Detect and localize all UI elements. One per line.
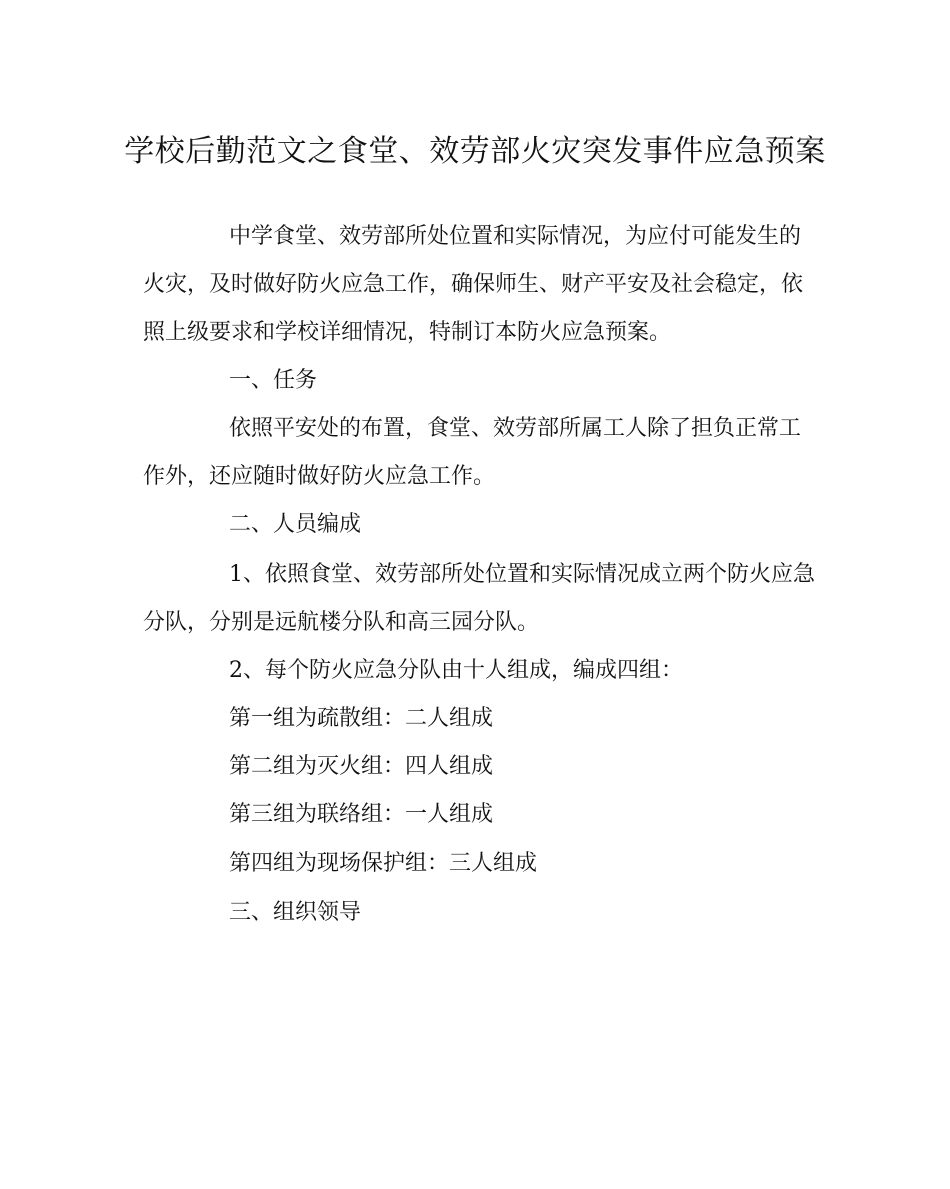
list-item: 第四组为现场保护组：三人组成 [229, 851, 538, 876]
list-item: 第三组为联络组：一人组成 [229, 802, 494, 827]
paragraph-line: 依照平安处的布置，食堂、效劳部所属工人除了担负正常工 [229, 416, 802, 441]
paragraph-line: 中学食堂、效劳部所处位置和实际情况，为应付可能发生的 [229, 224, 802, 249]
paragraph-line: 2、每个防火应急分队由十人组成，编成四组： [229, 658, 683, 683]
section-heading: 三、组织领导 [229, 900, 362, 925]
list-item: 第二组为灭火组：四人组成 [229, 754, 494, 779]
document-title: 学校后勤范文之食堂、效劳部火灾突发事件应急预案 [124, 134, 826, 169]
section-heading: 二、人员编成 [229, 512, 362, 537]
paragraph-line: 分队，分别是远航楼分队和高三园分队。 [143, 610, 540, 635]
paragraph-line: 1、依照食堂、效劳部所处位置和实际情况成立两个防火应急 [229, 562, 815, 587]
paragraph-line: 作外，还应随时做好防火应急工作。 [143, 464, 496, 489]
section-heading: 一、任务 [229, 368, 318, 393]
paragraph-line: 照上级要求和学校详细情况，特制订本防火应急预案。 [143, 320, 672, 345]
list-item: 第一组为疏散组：二人组成 [229, 706, 494, 731]
paragraph-line: 火灾，及时做好防火应急工作，确保师生、财产平安及社会稳定，依 [143, 272, 804, 297]
